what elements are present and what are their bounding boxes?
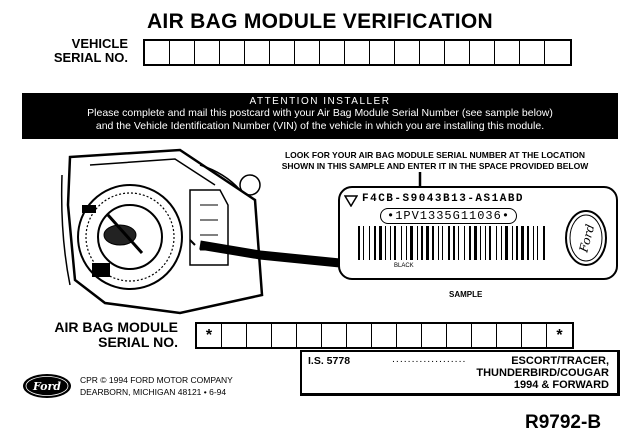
- sample-serial-value: 1PV1335G11036: [395, 209, 502, 223]
- serial-char-box[interactable]: [347, 324, 372, 347]
- instructions-line-2: SHOWN IN THIS SAMPLE AND ENTER IT IN THE SPACE PROVIDED BELOW: [281, 161, 589, 171]
- steering-wheel-illustration: [50, 145, 350, 315]
- footer-logo-text: Ford: [32, 380, 62, 393]
- models-line-2: THUNDERBIRD/COUGAR: [476, 367, 609, 379]
- serial-char-box[interactable]: [472, 324, 497, 347]
- form-title: AIR BAG MODULE VERIFICATION: [146, 10, 494, 33]
- serial-char-box[interactable]: [447, 324, 472, 347]
- vin-char-box[interactable]: [370, 41, 395, 64]
- attention-banner: [22, 93, 618, 139]
- leader-dots: ...................: [392, 353, 467, 365]
- copyright-block: [80, 374, 233, 398]
- serial-char-box[interactable]: *: [197, 324, 222, 347]
- vin-char-box[interactable]: [495, 41, 520, 64]
- ford-logo-icon: [562, 208, 610, 268]
- vin-char-box[interactable]: [345, 41, 370, 64]
- attention-heading: ATTENTION INSTALLER: [249, 96, 391, 107]
- vin-char-box[interactable]: [245, 41, 270, 64]
- airbag-serial-label: [28, 320, 178, 350]
- attention-line-1: Please complete and mail this postcard with your Air Bag Module Serial Number (see sample below): [87, 107, 553, 119]
- models-line-3: 1994 & FORWARD: [513, 379, 609, 391]
- serial-char-box[interactable]: [272, 324, 297, 347]
- vin-char-box[interactable]: [320, 41, 345, 64]
- is-number: I.S. 5778: [308, 355, 351, 367]
- vin-char-box[interactable]: [195, 41, 220, 64]
- part-number: R9792-B: [525, 412, 602, 433]
- sample-caption: SAMPLE: [449, 290, 483, 299]
- vin-char-box[interactable]: [145, 41, 170, 64]
- vin-char-box[interactable]: [220, 41, 245, 64]
- serial-char-box[interactable]: [522, 324, 547, 347]
- copyright-text: CPR © 1994 FORD MOTOR COMPANY: [80, 375, 233, 385]
- vin-char-box[interactable]: [395, 41, 420, 64]
- serial-char-box[interactable]: [222, 324, 247, 347]
- vin-char-box[interactable]: [270, 41, 295, 64]
- sample-label-card: [338, 186, 618, 280]
- barcode-caption: BLACK: [394, 263, 414, 269]
- application-info: [300, 350, 620, 396]
- vehicle-models: [476, 355, 609, 391]
- serial-char-box[interactable]: [497, 324, 522, 347]
- airbag-serial-label-line2: SERIAL NO.: [98, 334, 178, 350]
- serial-char-box[interactable]: *: [556, 326, 563, 344]
- vin-char-box[interactable]: [170, 41, 195, 64]
- vehicle-serial-label-line2: SERIAL NO.: [53, 50, 128, 65]
- ford-logo-text: Ford: [576, 222, 598, 254]
- airbag-serial-label-line1: AIR BAG MODULE: [54, 319, 178, 335]
- instructions-line-1: LOOK FOR YOUR AIR BAG MODULE SERIAL NUMBER AT THE LOCATION: [284, 150, 585, 160]
- vin-char-box[interactable]: [420, 41, 445, 64]
- sample-part-code: F4CB-S9043B13-AS1ABD: [362, 193, 525, 205]
- vin-char-box[interactable]: [545, 41, 570, 64]
- vin-char-box[interactable]: [520, 41, 545, 64]
- vin-char-box[interactable]: [470, 41, 495, 64]
- serial-char-box[interactable]: [247, 324, 272, 347]
- serial-char-box[interactable]: [297, 324, 322, 347]
- ford-oval-logo: [22, 373, 72, 399]
- vehicle-serial-input[interactable]: [143, 39, 572, 66]
- vehicle-serial-label: [28, 37, 128, 65]
- serial-char-box[interactable]: [397, 324, 422, 347]
- vin-char-box[interactable]: [445, 41, 470, 64]
- serial-char-box[interactable]: [372, 324, 397, 347]
- serial-char-box[interactable]: [422, 324, 447, 347]
- triangle-icon: [344, 195, 358, 207]
- sample-serial: •1PV1335G11036•: [380, 208, 517, 224]
- attention-line-2: and the Vehicle Identification Number (VIN) of the vehicle in which you are installing this module.: [95, 120, 545, 132]
- airbag-serial-input[interactable]: [195, 322, 574, 349]
- vin-char-box[interactable]: [295, 41, 320, 64]
- serial-char-box[interactable]: [322, 324, 347, 347]
- models-line-1: ESCORT/TRACER,: [511, 355, 609, 367]
- vehicle-serial-label-line1: VEHICLE: [71, 36, 128, 51]
- barcode: [358, 226, 548, 260]
- address-text: DEARBORN, MICHIGAN 48121 • 6-94: [80, 387, 227, 397]
